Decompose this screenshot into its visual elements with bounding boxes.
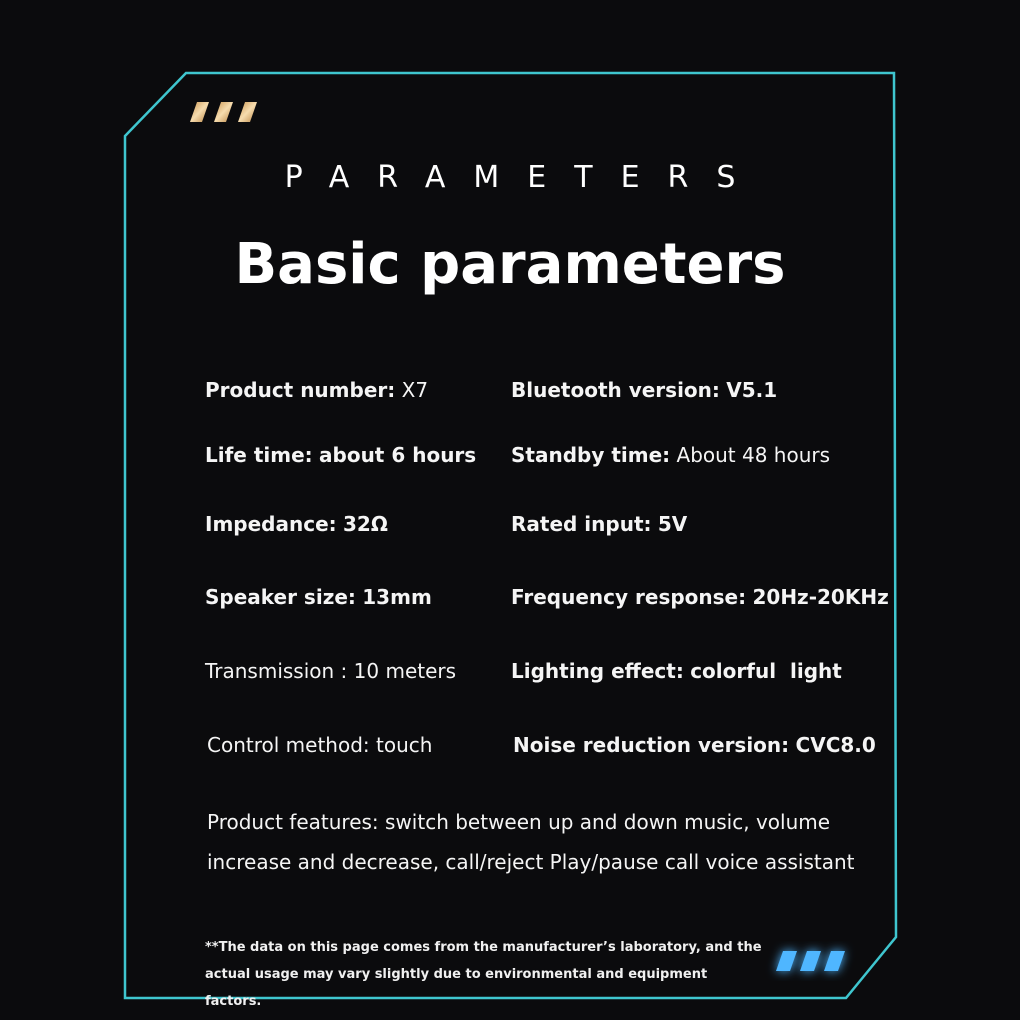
param-transmission: [205, 659, 456, 683]
footnote-disclaimer: **The data on this page comes from the manufacturer’s laboratory, and the actual usage may vary slightly due to environmental and equipment factors.: [205, 940, 762, 1009]
param-value: 5V: [657, 512, 688, 536]
param-value: CVC8.0: [795, 733, 876, 757]
param-rated-input: [511, 512, 687, 536]
param-value: 20Hz-20KHz: [752, 585, 889, 609]
page-title: Basic parameters: [234, 232, 786, 297]
param-product-number: [205, 378, 428, 402]
param-speaker-size: [205, 585, 432, 609]
gold-stripes-decoration: [190, 102, 257, 122]
param-impedance: [205, 512, 388, 536]
param-label: Control method:: [207, 733, 370, 757]
param-label: Rated input:: [511, 512, 652, 536]
param-label: Life time:: [205, 443, 313, 467]
param-life-time: [205, 443, 476, 467]
param-standby-time: [511, 443, 830, 467]
param-value: colorful light: [690, 659, 842, 683]
param-value: X7: [401, 378, 429, 402]
param-lighting-effect: [511, 659, 842, 683]
param-label: Noise reduction version:: [513, 733, 790, 757]
param-label: Lighting effect:: [511, 659, 684, 683]
param-noise-reduction: [513, 733, 876, 757]
param-value: V5.1: [726, 378, 778, 402]
param-label: Frequency response:: [511, 585, 747, 609]
param-value: touch: [376, 733, 433, 757]
param-label: Impedance:: [205, 512, 337, 536]
param-label: Transmission :: [205, 659, 348, 683]
product-features: Product features: switch between up and down music, volume increase and decrease, call/reject Play/pause call voice assistant: [207, 810, 855, 874]
param-control-method: [207, 733, 432, 757]
param-value: 13mm: [362, 585, 432, 609]
param-label: Bluetooth version:: [511, 378, 720, 402]
section-eyebrow: PARAMETERS: [284, 160, 764, 195]
param-value: 10 meters: [353, 659, 457, 683]
param-bluetooth-version: [511, 378, 777, 402]
param-value: 32Ω: [343, 512, 388, 536]
param-label: Product number:: [205, 378, 396, 402]
param-value: about 6 hours: [319, 443, 477, 467]
blue-stripes-decoration: [776, 951, 845, 971]
param-frequency-response: [511, 585, 889, 609]
param-label: Speaker size:: [205, 585, 356, 609]
param-value: About 48 hours: [676, 443, 831, 467]
param-label: Standby time:: [511, 443, 671, 467]
